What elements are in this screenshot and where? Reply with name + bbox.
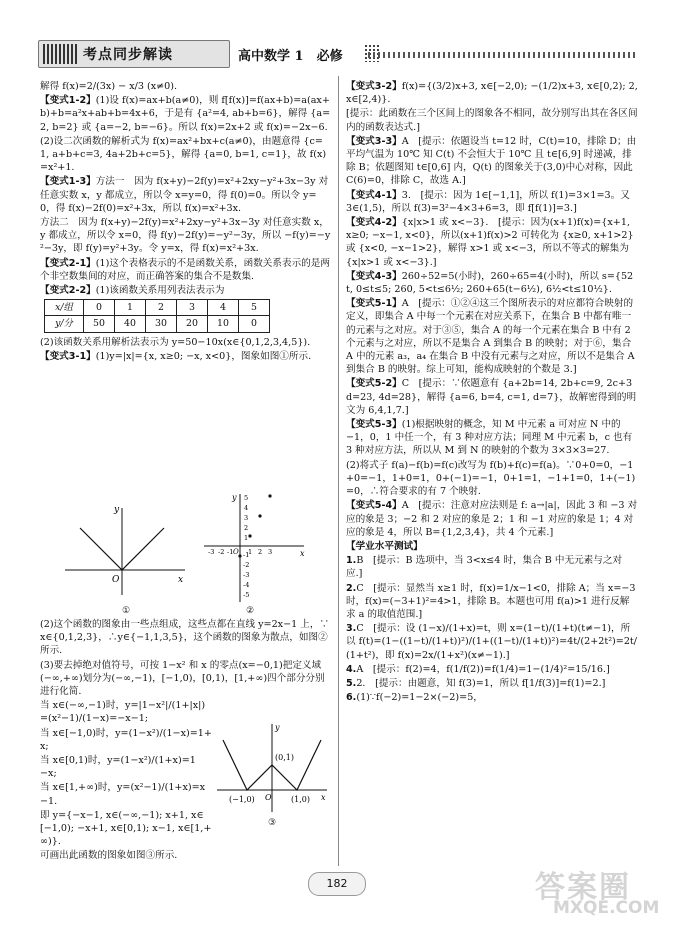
paragraph: (2)将式子 f(a)−f(b)=f(c)改写为 f(b)+f(c)=f(a)。∵0+0=0，−1+0=−1，1+0=1，0+(−1)=−1，0+1=1，−1+1=0，1+(−1)=0，∴符合要求的有 7 个映射.: [346, 459, 636, 498]
figure-1-abs-graph: [60, 500, 190, 600]
paragraph: 【变式3-1】(1)y=|x|={x, x≥0; −x, x<0}，图象如图①所示.: [40, 350, 312, 362]
paragraph: 当 x∈[1,+∞)时，y=(x²−1)/(1+x)=x−1.: [40, 782, 206, 807]
table-row: [45, 300, 270, 316]
table-header-cell: 2: [146, 300, 177, 316]
paragraph: 4.A [提示：f(2)=4，f(1/f(2))=f(1/4)=1−(1/4)²=15/16.]: [346, 663, 610, 675]
right-column: [346, 80, 641, 705]
paragraph: 【变式5-1】A [提示：①②④这三个图所表示的对应都符合映射的定义，即集合 A 中每一个元素在对应关系下，在集合 B 中都有唯一的元素与之对应。对于③⑤，集合 A 的每一个元素在集合 B 中有 2 个元素与之对应，所以不是集合 A 到集合 B 的映射；对于⑥，集合 A 中的元素 a₃，a₄ 在集合 B 中没有元素与之对应，所以不是集合 A 到集合 B 的映射。综上可知，能构成映射的个数是 3.]: [346, 298, 638, 376]
paragraph: 5.2. [提示：由题意，知 f(3)=1，所以 f[1/f(3)]=f(1)=2.]: [346, 677, 606, 689]
paragraph: (2)这个函数的图象由一些点组成，这些点都在直线 y=2x−1 上，∵x∈{0,1,2,3}，∴y∈{−1,1,3,5}，这个函数的图象为散点，如图②所示.: [40, 619, 330, 657]
data-point: [248, 534, 251, 537]
paragraph: 3.C [提示：设 (1−x)/(1+x)=t，则 x=(1−t)/(1+t)(t≠−1)，所以 f(t)=(1−((1−t)/(1+t))²)/(1+((1−t)/(1+t))²)=4t/(2+2t²)=2t/(1+t²)，即 f(x)=2x/(1+x²)(x≠−1).]: [346, 623, 638, 661]
svg-text:4: 4: [244, 504, 249, 512]
y-axis-label: y: [114, 505, 120, 515]
table-cell: 40: [115, 316, 146, 332]
column-divider: [338, 76, 339, 866]
paragraph: 【变式4-3】260÷52=5(小时)，260÷65=4(小时)，所以 s={52t, 0≤t≤5; 260, 5<t≤6½; 260+65(t−6½), 6½<t≤10½}.: [346, 270, 634, 296]
svg-text:1: 1: [248, 548, 253, 556]
svg-text:5: 5: [244, 494, 249, 502]
paragraph: 【变式3-2】f(x)={(3/2)x+3, x∈[−2,0); −(1/2)x+3, x∈[0,2); 2, x∈[2,4)}.: [346, 81, 641, 106]
figure-3-graph: [215, 720, 330, 815]
svg-text:2: 2: [244, 524, 249, 532]
x-axis-label: x: [178, 575, 184, 585]
paragraph: 【变式5-4】A [提示：注意对应法则是 f: a→|a|，因此 3 和 −3 对应的象是 3；−2 和 2 对应的象是 2；1 和 −1 对应的象是 1；4 对应的象是 4，所以 B={1,2,3,4}，共 4 个元素.]: [346, 500, 638, 538]
x-axis-label: x: [300, 549, 305, 558]
paragraph: [提示：此函数在三个区间上的图象各不相同，故分别写出其在各区间内的函数表达式.]: [346, 108, 638, 133]
paragraph: 2.C [提示：显然当 x≥1 时，f(x)=1/x−1<0，排除 A；当 x=−3 时，f(x)=(−3+1)²=4>1，排除 B。本题也可用 f(a)>1 进行反解求 a 的取值范围.]: [346, 582, 639, 620]
table-cell: 20: [177, 316, 208, 332]
paragraph: (2)设二次函数的解析式为 f(x)=ax²+bx+c(a≠0)，由题意得 {c=1, a+b+c=3, 4a+2b+c=5}，解得 {a=0, b=1, c=1}，故 f(x)=x²+1.: [40, 135, 327, 174]
page-header: [38, 40, 638, 68]
paragraph: 【变式5-2】C [提示：∵依题意有 {a+2b=14, 2b+c=9, 2c+3d=23, 4d=28}，解得 {a=6, b=4, c=1, d=7}，故解密得到的明文为 6,4,1,7.]: [346, 378, 637, 416]
paragraph: 当 x∈[0,1)时，y=(1−x²)/(1+x)=1−x;: [40, 755, 196, 780]
paragraph: 方法二 因为 f(x+y)−2f(y)=x²+2xy−y²+3x−3y 对任意实数 x，y 都成立，所以令 x=0，得 f(y)−2f(y)=−y²−3y，所以 −f(y)=−y²−3y，即 f(y)=y²+3y。令 y=x，得 f(x)=x²+3x.: [40, 217, 331, 255]
svg-text:-5: -5: [243, 591, 250, 599]
table-header-cell: 3: [177, 300, 208, 316]
origin-label: O: [265, 793, 272, 802]
table-cell: 0: [239, 316, 270, 332]
page-number: 182: [308, 872, 366, 896]
header-dotted-line: [368, 52, 638, 58]
data-table: [44, 299, 270, 332]
table-header-cell: 5: [239, 300, 270, 316]
paragraph: 【变式4-2】{x|x>1 或 x<−3}. [提示：因为(x+1)f(x)={x+1, x≥0; −x−1, x<0}，所以(x+1)f(x)>2 可转化为 {x≥0, x+1>2} 或 {x<0, −x−1>2}，解得 x>1 或 x<−3，所以不等式的解集为{x|x>1 或 x<−3}.]: [346, 217, 637, 268]
svg-text:2: 2: [258, 548, 263, 556]
svg-text:-3: -3: [243, 571, 250, 579]
header-title: 考点同步解读: [83, 47, 173, 63]
figure-3-caption: ③: [268, 818, 277, 828]
figure-2-scatter-graph: [200, 490, 310, 605]
y-axis-label: y: [275, 723, 280, 732]
svg-text:-2: -2: [243, 561, 250, 569]
table-header-cell: 4: [208, 300, 239, 316]
data-point: [238, 554, 241, 557]
table-row: [45, 316, 270, 332]
data-point: [268, 494, 271, 497]
svg-text:-1: -1: [227, 548, 234, 556]
paragraph: (3)要去掉绝对值符号，可按 1−x² 和 x 的零点(x=−0,1)把定义域(−∞,+∞)划分为(−∞,−1)，[−1,0)，[0,1)，[1,+∞)四个部分分别进行化简.: [40, 659, 325, 698]
data-point: [258, 514, 261, 517]
point-label: (1,0): [291, 795, 310, 804]
watermark: 答案圈: [535, 870, 631, 905]
header-decoration: [43, 44, 77, 64]
paragraph: 当 x∈(−∞,−1)时，y=|1−x²|/(1+|x|)=(x²−1)/(1−x)=−x−1;: [40, 700, 206, 725]
paragraph: 可画出此函数的图象如图③所示.: [40, 850, 178, 862]
svg-text:3: 3: [244, 514, 249, 522]
watermark-url: MXQE.COM: [553, 898, 660, 918]
paragraph: 【变式5-3】(1)根据映射的概念，知 M 中元素 a 可对应 N 中的 −1，0，1 中任一个，有 3 种对应方法；同理 M 中元素 b，c 也有 3 种对应方法，所以从 M 到 N 的映射的个数为 3×3×3=27.: [346, 419, 636, 457]
svg-text:-3: -3: [208, 548, 215, 556]
paragraph: (2)该函数关系用解析法表示为 y=50−10x(x∈{0,1,2,3,4,5}).: [40, 336, 311, 348]
table-cell: 50: [84, 316, 115, 332]
svg-text:-1: -1: [243, 551, 250, 559]
cases-block: [40, 699, 212, 862]
paragraph: 1.B [提示：B 选项中，当 3<x≤4 时，集合 B 中无元素与之对应.]: [346, 555, 623, 580]
table-header-cell: x/组: [45, 300, 84, 316]
left-column: [40, 80, 332, 364]
svg-text:3: 3: [268, 548, 273, 556]
y-axis-label: y: [232, 493, 237, 502]
origin-label: O: [233, 548, 239, 556]
section-heading: 【学业水平测试】: [346, 540, 423, 552]
table-cell: 10: [208, 316, 239, 332]
paragraph: 当 x∈[−1,0)时，y=(1−x²)/(1−x)=1+x;: [40, 727, 212, 752]
paragraph: 6.(1)∵f(−2)=1−2×(−2)=5，: [346, 692, 483, 704]
table-header-cell: 1: [115, 300, 146, 316]
paragraph: 【变式1-3】方法一 因为 f(x+y)−2f(y)=x²+2xy−y²+3x−3y 对任意实数 x，y 都成立，所以令 x=y=0，得 f(0)=0。所以令 y=0，得 f(x)−2f(0)=x²+3x，所以 f(x)=x²+3x.: [40, 176, 329, 214]
svg-text:-4: -4: [243, 581, 250, 589]
origin-label: O: [112, 575, 120, 585]
table-header-cell: 0: [84, 300, 115, 316]
paragraph: 【变式3-3】A [提示：依题设当 t=12 时，C(t)=10，排除 D；由平均气温为 10℃ 知 C(t) 不会恒大于 10℃ 且 t∈[6,9] 时递减，排除 B；依题图知 t∈[0,6] 内，Q(t) 的图象关于(3,0)中心对称，因此 C(6)=0，排除 C，故选 A.]: [346, 135, 637, 187]
figure-2-caption: ②: [246, 606, 255, 616]
paragraph: 解得 f(x)=2/(3x) − x/3 (x≠0).: [40, 81, 178, 92]
paragraph: 【变式2-2】(1)该函数关系用列表法表示为: [40, 285, 225, 297]
paragraph: 即 y={−x−1, x∈(−∞,−1); x+1, x∈[−1,0); −x+1, x∈[0,1); x−1, x∈[1,+∞)}.: [40, 809, 212, 848]
paragraph: 【变式4-1】3. [提示：因为 1∈[−1,1]，所以 f(1)=3×1=3。又 3∈(1,5)，所以 f(3)=3²−4×3+6=3，即 f[f(1)]=3.]: [346, 189, 633, 214]
table-cell: 30: [146, 316, 177, 332]
table-row-label: y/分: [45, 316, 84, 332]
header-title-box: [38, 40, 230, 68]
svg-text:-2: -2: [218, 548, 225, 556]
x-axis-label: x: [321, 793, 326, 802]
paragraph: 【变式2-1】(1)这个表格表示的不是函数关系，函数关系表示的是两个非空数集间的对应，而正确答案的集合不是数集.: [40, 257, 330, 282]
point-label: (−1,0): [229, 795, 255, 804]
point-label: (0,1): [275, 753, 294, 762]
header-subtitle: 高中数学 1 必修: [238, 49, 343, 64]
figure-1-caption: ①: [122, 606, 131, 616]
paragraph: 【变式1-2】(1)设 f(x)=ax+b(a≠0)，则 f[f(x)]=f(ax+b)=a(ax+b)+b=a²x+ab+b=4x+6，于是有 {a²=4, ab+b=6}，解得 {a=2, b=2} 或 {a=−2, b=−6}。所以 f(x)=2x+2 或 f(x)=−2x−6.: [40, 95, 331, 133]
svg-text:1: 1: [244, 534, 249, 542]
